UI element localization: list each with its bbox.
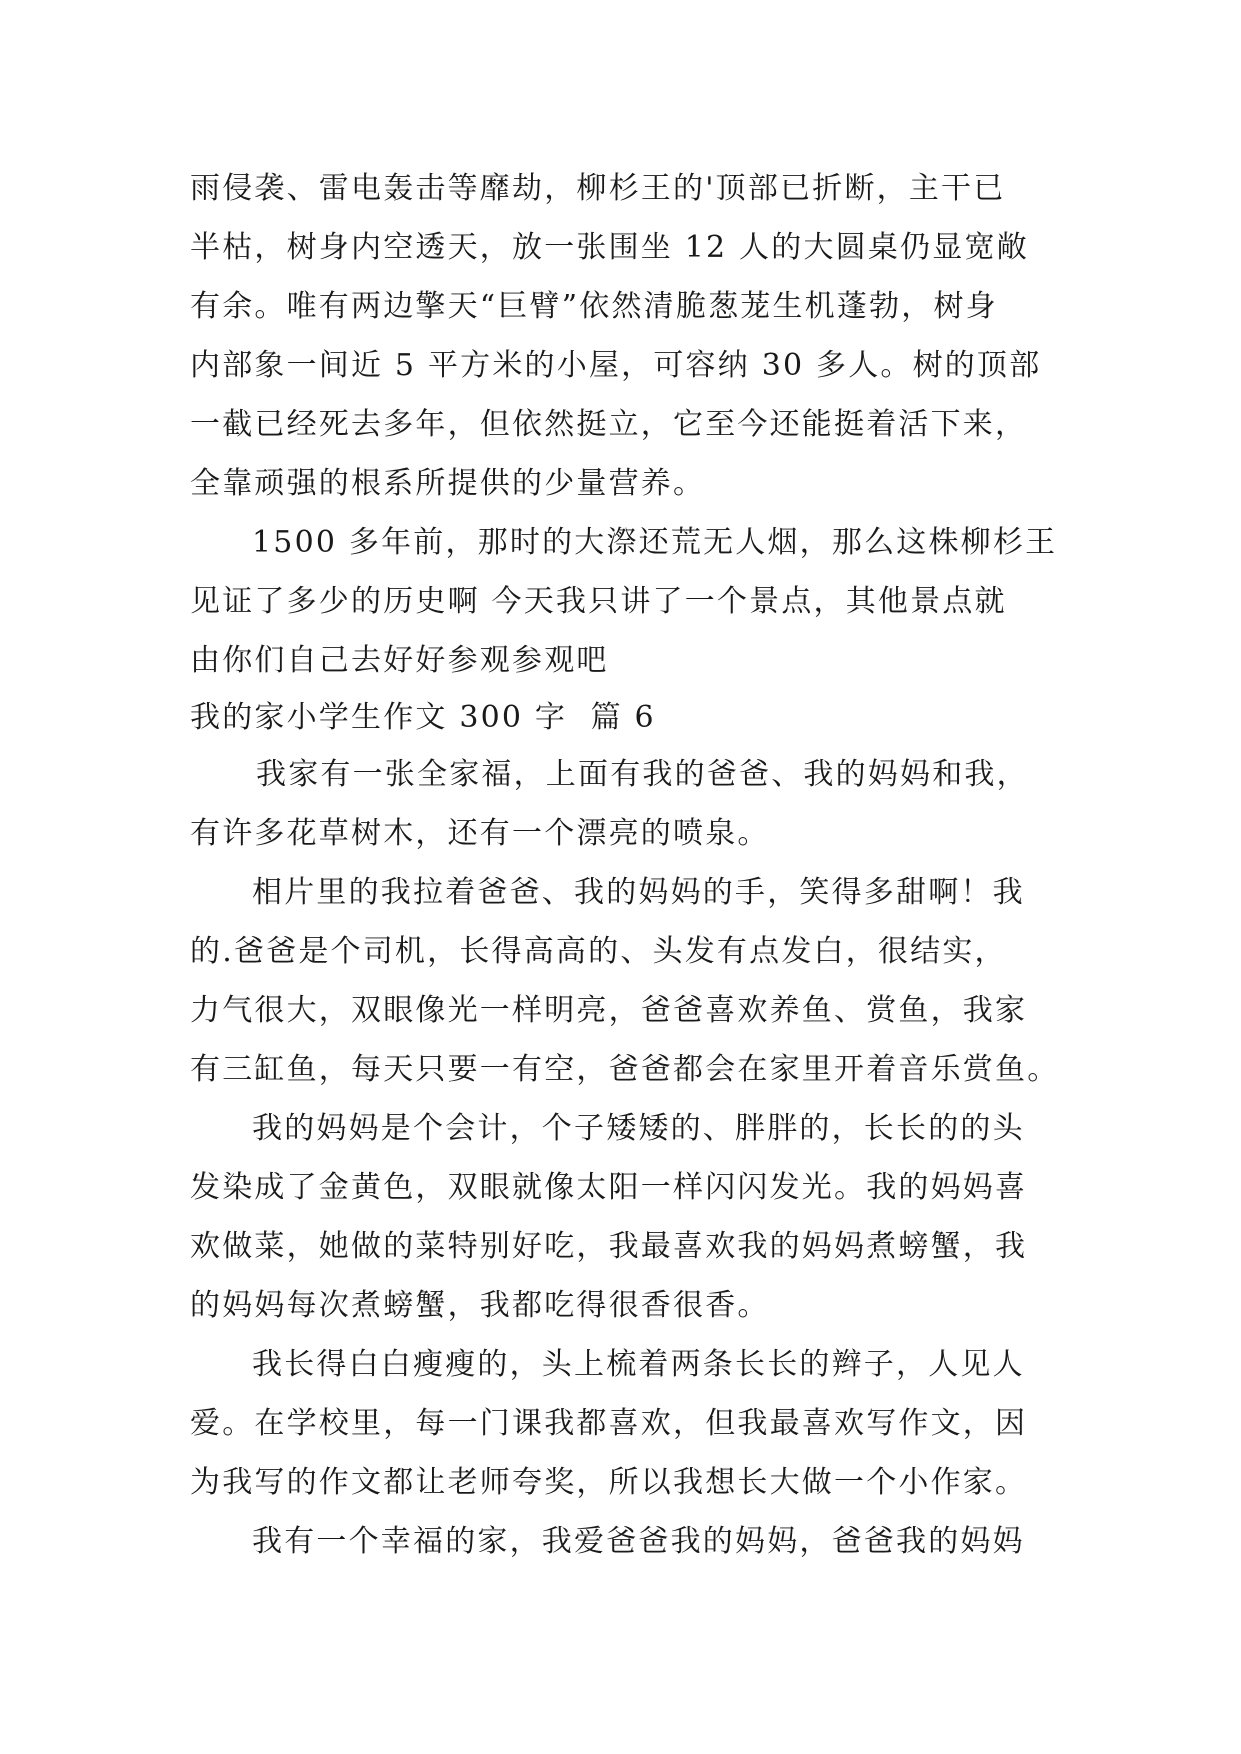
- text-line: 有三缸鱼，每天只要一有空，爸爸都会在家里开着音乐赏鱼。: [190, 1052, 1060, 1087]
- text-line: 爱。在学校里，每一门课我都喜欢，但我最喜欢写作文，因: [190, 1406, 1028, 1441]
- text-line: 有余。唯有两边擎天“巨臂”依然清脆葱茏生机蓬勃，树身: [190, 289, 998, 324]
- text-line: 欢做菜，她做的菜特别好吃，我最喜欢我的妈妈煮螃蟹，我: [190, 1229, 1028, 1264]
- text-line: 为我写的作文都让老师夸奖，所以我想长大做一个小作家。: [190, 1465, 1028, 1500]
- text-line: 发染成了金黄色，双眼就像太阳一样闪闪发光。我的妈妈喜: [190, 1170, 1028, 1205]
- text-line: 半枯，树身内空透天，放一张围坐 12 人的大圆桌仍显宽敞: [190, 230, 1029, 265]
- text-line: 有许多花草树木，还有一个漂亮的喷泉。: [190, 816, 770, 851]
- text-line: 一截已经死去多年，但依然挺立，它至今还能挺着活下来，: [190, 407, 1028, 442]
- text-line: 内部象一间近 5 平方米的小屋，可容纳 30 多人。树的顶部: [190, 348, 1042, 383]
- section-heading: 我的家小学生作文 300 字 篇 6: [190, 700, 656, 735]
- text-line: 我长得白白瘦瘦的，头上梳着两条长长的辫子，人见人: [252, 1347, 1025, 1382]
- text-line: 我有一个幸福的家，我爱爸爸我的妈妈，爸爸我的妈妈: [252, 1524, 1025, 1559]
- text-line: 的妈妈每次煮螃蟹，我都吃得很香很香。: [190, 1288, 770, 1323]
- text-line: 相片里的我拉着爸爸、我的妈妈的手，笑得多甜啊！我: [252, 875, 1025, 910]
- text-line: 我的妈妈是个会计，个子矮矮的、胖胖的，长长的的头: [252, 1111, 1025, 1146]
- text-line: 见证了多少的历史啊 今天我只讲了一个景点，其他景点就: [190, 584, 1007, 619]
- text-line: 的.爸爸是个司机，长得高高的、头发有点发白，很结实，: [190, 934, 1007, 969]
- text-line: 力气很大，双眼像光一样明亮，爸爸喜欢养鱼、赏鱼，我家: [190, 993, 1028, 1028]
- text-line: 由你们自己去好好参观参观吧: [190, 643, 609, 678]
- text-line: 雨侵袭、雷电轰击等靡劫，柳杉王的'顶部已折断，主干已: [190, 171, 1006, 206]
- text-line: 我家有一张全家福，上面有我的爸爸、我的妈妈和我，: [256, 757, 1029, 792]
- text-line: 1500 多年前，那时的大漈还荒无人烟，那么这株柳杉王: [252, 525, 1058, 560]
- text-line: 全靠顽强的根系所提供的少量营养。: [190, 466, 706, 501]
